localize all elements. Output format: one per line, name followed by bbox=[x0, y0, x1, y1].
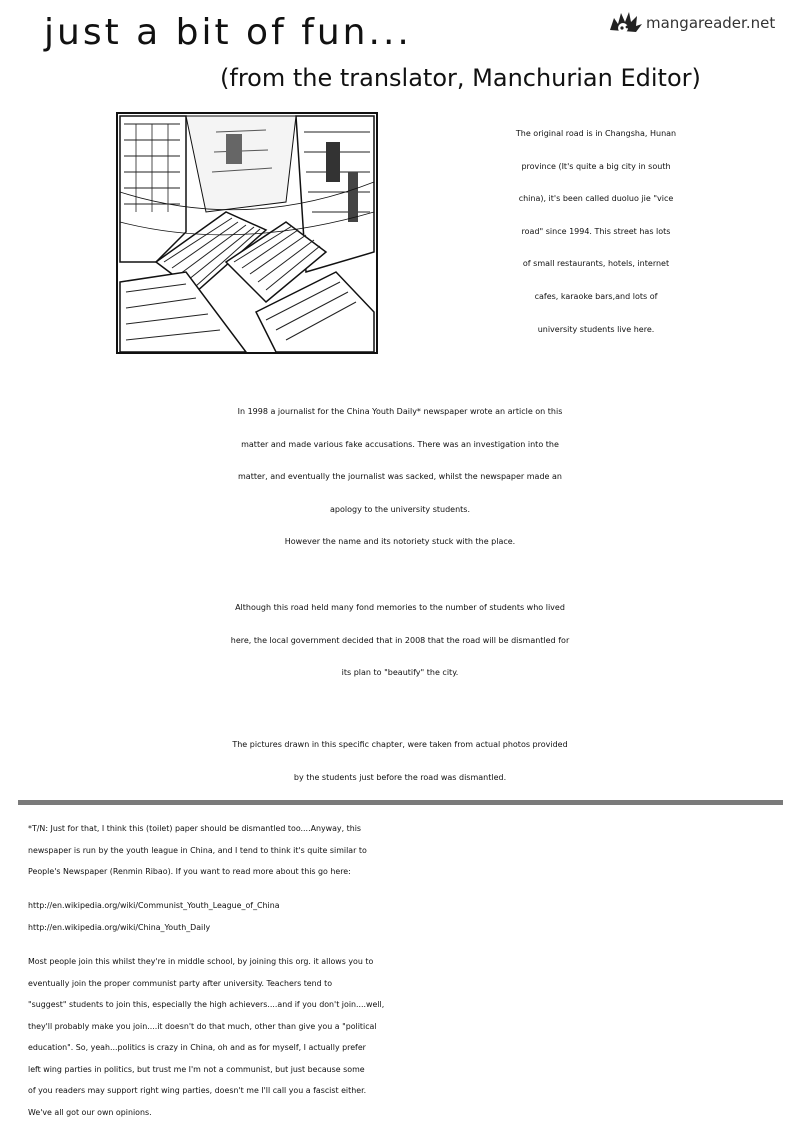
note-line: *T/N: Just for that, I think this (toilet) paper should be dismantled too....Anyway, this bbox=[28, 818, 788, 840]
watermark-text: mangareader.net bbox=[646, 14, 775, 32]
street-scene-illustration-icon bbox=[116, 112, 378, 354]
paragraph-line: here, the local government decided that in 2008 that the road will be dismantled for bbox=[0, 625, 800, 658]
intro-line: The original road is in Changsha, Hunan bbox=[396, 118, 796, 151]
pictures-paragraph bbox=[0, 729, 800, 794]
note-line: People's Newspaper (Renmin Ribao). If you want to read more about this go here: bbox=[28, 861, 788, 883]
intro-line: road" since 1994. This street has lots bbox=[396, 216, 796, 249]
page-title: just a bit of fun... bbox=[44, 12, 412, 53]
page-subtitle: (from the translator, Manchurian Editor) bbox=[220, 64, 701, 92]
note-line: eventually join the proper communist party after university. Teachers tend to bbox=[28, 973, 788, 995]
note-line: education". So, yeah...politics is crazy in China, oh and as for myself, I actually prefer bbox=[28, 1037, 788, 1059]
note-line: "suggest" students to join this, especially the high achievers....and if you don't join....well, bbox=[28, 994, 788, 1016]
site-watermark bbox=[606, 8, 786, 38]
intro-line: province (It's quite a big city in south bbox=[396, 151, 796, 184]
note-line: left wing parties in politics, but trust me I'm not a communist, but just because some bbox=[28, 1059, 788, 1081]
intro-line: china), it's been called duoluo jie "vice bbox=[396, 183, 796, 216]
dismantle-paragraph bbox=[0, 592, 800, 690]
paragraph-line: its plan to "beautify" the city. bbox=[0, 657, 800, 690]
spiky-head-logo-icon bbox=[606, 8, 644, 38]
paragraph-line: In 1998 a journalist for the China Youth Daily* newspaper wrote an article on this bbox=[0, 396, 800, 429]
paragraph-line: The pictures drawn in this specific chapter, were taken from actual photos provided bbox=[0, 729, 800, 762]
note-line: newspaper is run by the youth league in China, and I tend to think it's quite similar to bbox=[28, 840, 788, 862]
paragraph-line: apology to the university students. bbox=[0, 494, 800, 527]
note-line: they'll probably make you join....it doesn't do that much, other than give you a "political bbox=[28, 1016, 788, 1038]
closing-note bbox=[28, 951, 788, 1123]
note-line: Most people join this whilst they're in middle school, by joining this org. it allows you to bbox=[28, 951, 788, 973]
paragraph-line: However the name and its notoriety stuck with the place. bbox=[0, 526, 800, 559]
link-communist-youth-league: http://en.wikipedia.org/wiki/Communist_Youth_League_of_China bbox=[28, 895, 788, 917]
paragraph-line: matter, and eventually the journalist was sacked, whilst the newspaper made an bbox=[0, 461, 800, 494]
intro-paragraph bbox=[396, 118, 796, 346]
reference-links bbox=[28, 895, 788, 938]
intro-line: cafes, karaoke bars,and lots of bbox=[396, 281, 796, 314]
paragraph-line: by the students just before the road was dismantled. bbox=[0, 762, 800, 795]
note-line: of you readers may support right wing parties, doesn't me I'll call you a fascist either. bbox=[28, 1080, 788, 1102]
intro-line: of small restaurants, hotels, internet bbox=[396, 248, 796, 281]
translator-note bbox=[28, 818, 788, 883]
paragraph-line: Although this road held many fond memories to the number of students who lived bbox=[0, 592, 800, 625]
section-divider bbox=[18, 800, 783, 805]
intro-line: university students live here. bbox=[396, 314, 796, 347]
note-line: We've all got our own opinions. bbox=[28, 1102, 788, 1123]
journalist-paragraph bbox=[0, 396, 800, 559]
link-china-youth-daily: http://en.wikipedia.org/wiki/China_Youth_Daily bbox=[28, 917, 788, 939]
paragraph-line: matter and made various fake accusations. There was an investigation into the bbox=[0, 429, 800, 462]
